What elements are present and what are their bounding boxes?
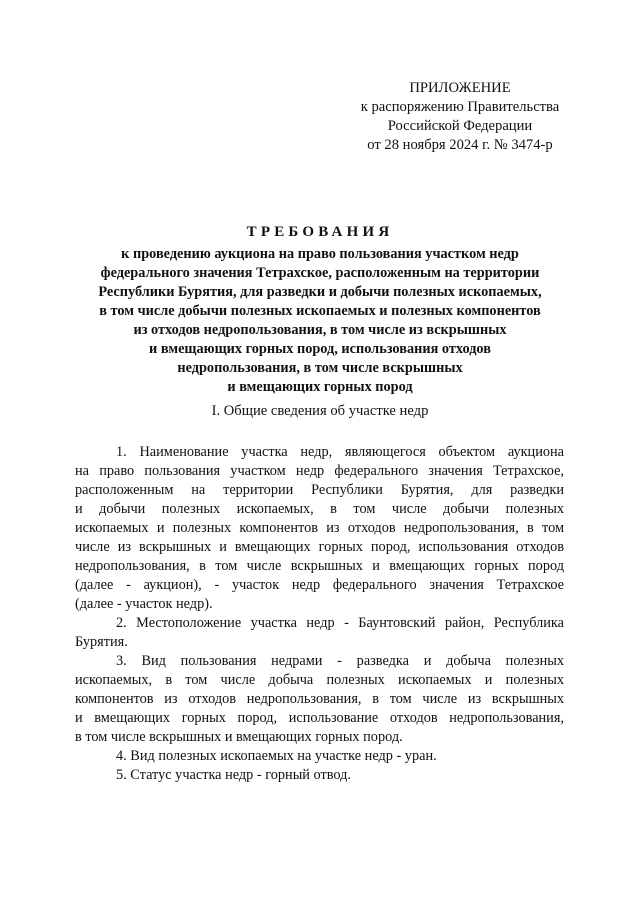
paragraph-3-line: ископаемых, в том числе добыча полезных ископаемых и полезных: [75, 672, 564, 688]
paragraph-1-line: (далее - аукцион), - участок недр федерального значения Тетрахское: [75, 577, 564, 593]
document-subtitle: [60, 245, 580, 397]
paragraph-1-line: 1. Наименование участка недр, являющегося объектом аукциона: [116, 444, 564, 460]
paragraph-1-line: недропользования, в том числе вскрышных и вмещающих горных пород: [75, 558, 564, 574]
subtitle-line: недропользования, в том числе вскрышных: [177, 360, 463, 376]
paragraph-1-line: числе из вскрышных и вмещающих горных пород, использования отходов: [75, 539, 564, 555]
paragraph-1-line: расположенным на территории Республики Бурятия, для разведки: [75, 482, 564, 498]
paragraph-1-line: и добычи полезных ископаемых, в том числе добычи полезных: [75, 501, 564, 517]
paragraph-4-line: 4. Вид полезных ископаемых на участке недр - уран.: [116, 748, 437, 764]
appendix-date-number: от 28 ноября 2024 г. № 3474-р: [367, 137, 553, 153]
paragraph-1-line: ископаемых и полезных компонентов из отходов недропользования, в том: [75, 520, 564, 536]
subtitle-line: федерального значения Тетрахское, расположенным на территории: [100, 265, 540, 281]
paragraph-3-line: компонентов из отходов недропользования, в том числе из вскрышных: [75, 691, 564, 707]
paragraph-3-line: и вмещающих горных пород, использование отходов недропользования,: [75, 710, 564, 726]
paragraph-3-line: 3. Вид пользования недрами - разведка и добыча полезных: [116, 653, 564, 669]
subtitle-line: и вмещающих горных пород, использования отходов: [149, 341, 491, 357]
subtitle-line: к проведению аукциона на право пользования участком недр: [121, 246, 519, 262]
section-heading: I. Общие сведения об участке недр: [211, 403, 429, 419]
subtitle-line: и вмещающих горных пород: [227, 379, 413, 395]
paragraph-2-line: Бурятия.: [75, 634, 128, 650]
subtitle-line: из отходов недропользования, в том числе из вскрышных: [133, 322, 507, 338]
appendix-label: ПРИЛОЖЕНИЕ: [409, 80, 511, 96]
paragraph-5-line: 5. Статус участка недр - горный отвод.: [116, 767, 351, 783]
subtitle-line: в том числе добычи полезных ископаемых и полезных компонентов: [99, 303, 541, 319]
paragraph-2-line: 2. Местоположение участка недр - Баунтовский район, Республика: [116, 615, 564, 631]
paragraph-3-line: в том числе вскрышных и вмещающих горных пород.: [75, 729, 403, 745]
document-title: ТРЕБОВАНИЯ: [246, 224, 394, 240]
subtitle-line: Республики Бурятия, для разведки и добычи полезных ископаемых,: [98, 284, 542, 300]
appendix-government: Российской Федерации: [387, 118, 533, 134]
paragraph-1-line: на право пользования участком недр федерального значения Тетрахское,: [75, 463, 564, 479]
document-body: [75, 443, 564, 785]
appendix-decree-ref: к распоряжению Правительства: [360, 99, 560, 115]
appendix-block: [330, 79, 590, 155]
paragraph-1-line: (далее - участок недр).: [75, 596, 213, 612]
